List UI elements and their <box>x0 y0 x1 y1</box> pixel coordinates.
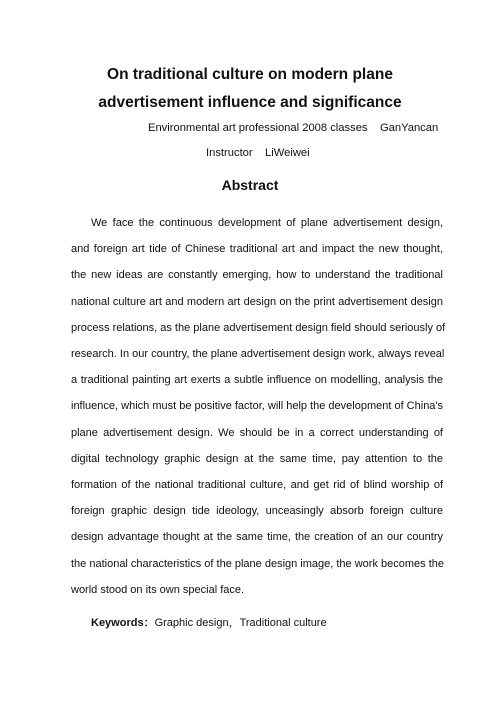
instructor-line: Instructor LiWeiwei <box>206 147 310 159</box>
author-affiliation: Environmental art professional 2008 classes GanYancan <box>148 122 439 134</box>
abstract-line: influence, which must be positive factor, will help the development of China's <box>71 400 444 413</box>
abstract-line: a traditional painting art exerts a subtle influence on modelling, analysis the <box>71 374 443 387</box>
abstract-line: national culture art and modern art design on the print advertisement design <box>71 295 443 308</box>
abstract-body <box>71 210 446 603</box>
keywords-label: Keywords： <box>91 617 155 629</box>
abstract-line: the national characteristics of the plane design image, the work becomes the <box>71 557 444 570</box>
keywords-line <box>91 616 327 630</box>
abstract-line: process relations, as the plane advertisement design field should seriously of <box>71 321 446 334</box>
abstract-line: design advantage thought at the same time, the creation of an our country <box>71 531 443 544</box>
abstract-line: research. In our country, the plane advertisement design work, always reveal <box>71 348 445 361</box>
abstract-line: world stood on its own special face. <box>71 583 245 596</box>
abstract-line: foreign graphic design tide ideology, unceasingly absorb foreign culture <box>71 505 443 518</box>
paper-title: On traditional culture on modern plane advertisement influence and significance <box>98 66 402 111</box>
abstract-line: We face the continuous development of plane advertisement design, <box>91 217 443 229</box>
abstract-line: the new ideas are constantly emerging, how to understand the traditional <box>71 269 443 282</box>
abstract-line: and foreign art tide of Chinese traditional art and impact the new thought, <box>71 243 443 256</box>
abstract-line: digital technology graphic design at the same time, pay attention to the <box>71 452 443 465</box>
abstract-line: formation of the national traditional culture, and get rid of blind worship of <box>71 479 443 492</box>
abstract-line: plane advertisement design. We should be in a correct understanding of <box>71 426 443 439</box>
keywords-value: Graphic design，Traditional culture <box>154 617 327 629</box>
abstract-heading: Abstract <box>221 177 279 193</box>
